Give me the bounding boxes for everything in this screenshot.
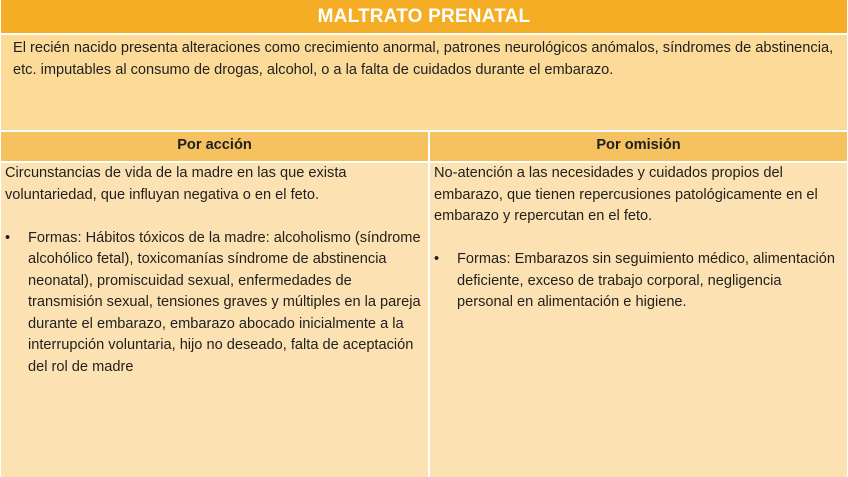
column-header-por-accion: Por acción (1, 132, 428, 161)
bullet-list (434, 249, 841, 314)
bullet-icon: • (5, 229, 11, 246)
list-item-text: Formas: Hábitos tóxicos de la madre: alcoholismo (síndrome alcohólico fetal), toxicomanías síndrome de abstinencia neonatal), promiscuidad sexual, enfermedades de transmisión sexual, tensiones graves y múltiples en la pareja durante el embarazo, embarazo abocado inicialmente a la interrupción voluntaria, hijo no deseado, falta de aceptación del rol de madre (28, 229, 421, 375)
bullet-list (5, 228, 422, 379)
bullet-icon: • (434, 251, 440, 267)
list-item-text: Formas: Embarazos sin seguimiento médico, alimentación deficiente, exceso de trabajo corporal, negligencia personal en alimentación e higiene. (457, 251, 835, 310)
list-item (434, 249, 841, 314)
column-body-por-accion (1, 163, 428, 477)
column-description: No-atención a las necesidades y cuidados propios del embarazo, que tienen repercusiones patológicamente en el embarazo y repercutan en el feto. (434, 165, 818, 224)
slide-title: MALTRATO PRENATAL (1, 0, 847, 33)
column-description: Circunstancias de vida de la madre en las que exista voluntariedad, que influyan negativa o en el feto. (5, 165, 347, 203)
intro-text: El recién nacido presenta alteraciones como crecimiento anormal, patrones neurológicos anómalos, síndromes de abstinencia, etc. imputables al consumo de drogas, alcohol, o a la falta de cuidados durante el embarazo. (1, 35, 847, 130)
column-header-por-omision: Por omisión (430, 132, 847, 161)
column-body-por-omision (430, 163, 847, 477)
list-item (5, 228, 422, 379)
